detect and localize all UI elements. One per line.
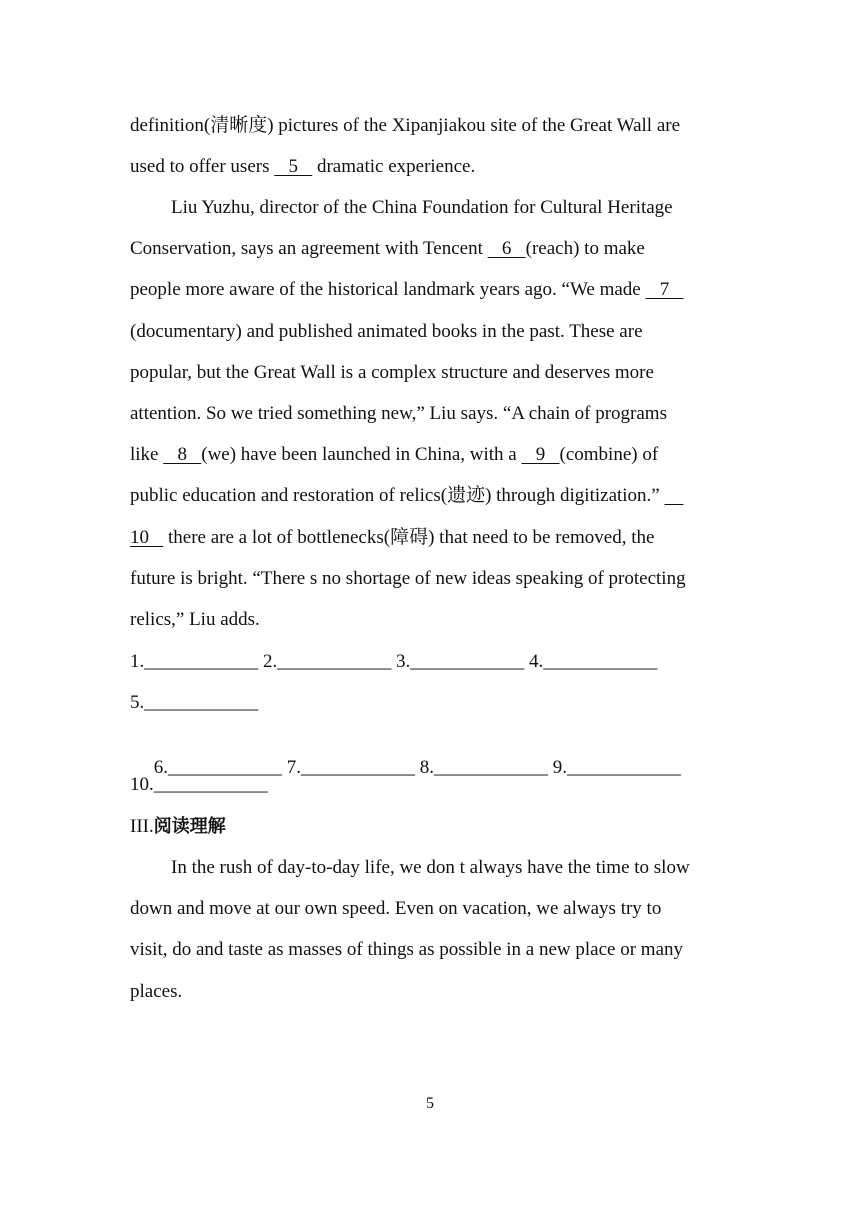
passage-line-9: [130, 443, 658, 467]
passage-line-5: [130, 278, 683, 302]
passage-text: (documentary) and published animated books in the past. These are: [130, 321, 643, 342]
passage-line-13: [130, 608, 260, 632]
passage-text: people more aware of the historical landmark years ago. “We made: [130, 279, 646, 300]
passage-text: Liu Yuzhu, director of the China Foundation for Cultural Heritage: [171, 197, 673, 218]
passage-line-4: [130, 237, 645, 261]
passage-text: (we) have been launched in China, with a: [201, 444, 522, 465]
passage-text: like: [130, 444, 164, 465]
passage-line-1: [130, 114, 680, 138]
passage-line-6: [130, 320, 643, 344]
section-numeral: III.: [130, 816, 154, 837]
passage-text: relics,” Liu adds.: [130, 609, 260, 630]
reading-text: visit, do and taste as masses of things as possible in a new place or many: [130, 939, 684, 960]
reading-text: In the rush of day-to-day life, we don t always have the time to slow: [171, 857, 690, 878]
passage-line-11: [130, 526, 654, 550]
answer-row-4: [130, 773, 268, 797]
reading-line-4: [130, 980, 182, 1004]
blank-10-start: [665, 485, 684, 506]
section-title: 阅读理解: [153, 816, 226, 837]
page-number: 5: [426, 1095, 434, 1112]
passage-text: Conservation, says an agreement with Tencent: [130, 238, 488, 259]
passage-text: used to offer users: [130, 156, 275, 177]
passage-text: dramatic experience.: [312, 156, 476, 177]
reading-text: places.: [130, 981, 183, 1002]
reading-line-3: [130, 938, 683, 962]
passage-line-12: [130, 567, 686, 591]
blank-7: 7: [645, 279, 684, 300]
answer-row-2: [130, 691, 258, 715]
answer-blanks: 1.____________ 2.____________ 3.____________ 4.____________: [130, 651, 658, 672]
passage-line-3: [171, 196, 673, 220]
passage-text: (reach) to make: [525, 238, 645, 259]
section-heading: [130, 815, 226, 839]
answer-blanks: 5.____________: [130, 692, 259, 713]
passage-text: (combine) of: [559, 444, 659, 465]
passage-line-2: [130, 155, 475, 179]
passage-line-8: [130, 402, 667, 426]
blank-10: 10: [130, 527, 164, 548]
blank-6: 6: [487, 238, 526, 259]
answer-row-3: [130, 732, 681, 778]
reading-text: down and move at our own speed. Even on vacation, we always try to: [130, 898, 662, 919]
passage-text: attention. So we tried something new,” Liu says. “A chain of programs: [130, 403, 667, 424]
blank-8: 8: [163, 444, 202, 465]
passage-text: there are a lot of bottlenecks(障碍) that need to be removed, the: [163, 527, 655, 548]
passage-line-7: [130, 361, 654, 385]
passage-text: future is bright. “There s no shortage of new ideas speaking of protecting: [130, 568, 686, 589]
passage-text: definition(清晰度) pictures of the Xipanjiakou site of the Great Wall are: [130, 115, 681, 136]
answer-blanks: 6.____________ 7.____________ 8.____________ 9.____________: [149, 757, 681, 778]
reading-line-1: [171, 856, 690, 880]
answer-blanks: 10.____________: [130, 774, 268, 795]
reading-line-2: [130, 897, 661, 921]
passage-text: public education and restoration of relics(遗迹) through digitization.”: [130, 485, 665, 506]
blank-5: 5: [274, 156, 313, 177]
passage-text: popular, but the Great Wall is a complex structure and deserves more: [130, 362, 654, 383]
blank-9: 9: [521, 444, 560, 465]
passage-line-10: [130, 484, 684, 508]
answer-row-1: [130, 650, 657, 674]
